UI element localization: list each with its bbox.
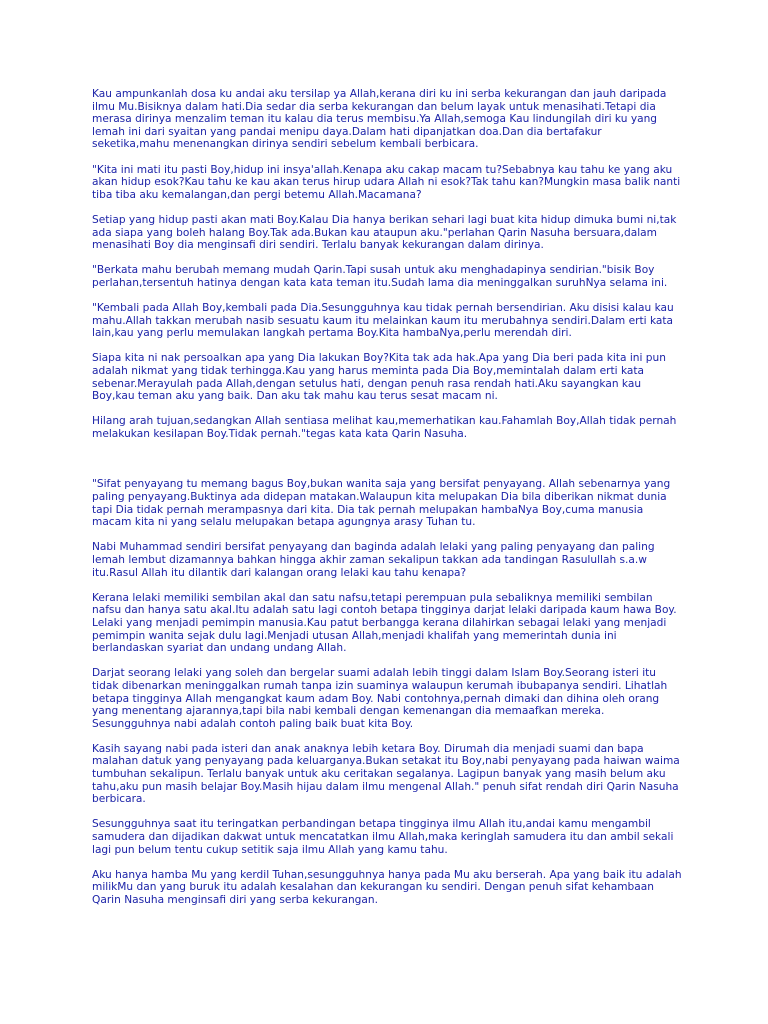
paragraph: "Kembali pada Allah Boy,kembali pada Dia.Sesungguhnya kau tidak pernah bersendirian. Aku disisi kalau kau mahu.Allah takkan merubah nasib sesuatu kaum itu melainkan kaum itu merubahnya sendiri.Dalam erti kata lain,kau yang perlu memulakan langkah pertama Boy.Kita hambaNya,perlu merendah diri.	[92, 302, 674, 340]
paragraph: "Sifat penyayang tu memang bagus Boy,bukan wanita saja yang bersifat penyayang. Allah sebenarnya yang paling penyayang.Buktinya ada didepan matakan.Walaupun kita melupakan Dia bila diberikan nikmat dunia tapi Dia tidak pernah merampasnya dari kita. Dia tak pernah melupakan hambaNya Boy,cuma manusia macam kita ni yang selalu melupakan betapa agungnya arasy Tuhan tu.	[92, 478, 671, 529]
section-gap	[92, 453, 682, 466]
paragraph: Kerana lelaki memiliki sembilan akal dan satu nafsu,tetapi perempuan pula sebaliknya memiliki sembilan nafsu dan hanya satu akal.Itu adalah satu lagi contoh betapa tingginya darjat lelaki daripada kaum hawa Boy. Lelaki yang menjadi pemimpin manusia.Kau patut berbangga kerana dilahirkan sebagai lelaki yang menjadi pemimpin wanita sejak dulu lagi.Menjadi utusan Allah,menjadi khalifah yang memerintah dunia ini berlandaskan syariat dan undang undang Allah.	[92, 591, 677, 655]
section-gap	[92, 466, 682, 479]
paragraph: "Kita ini mati itu pasti Boy,hidup ini insya'allah.Kenapa aku cakap macam tu?Sebabnya kau tahu ke yang aku akan hidup esok?Kau tahu ke kau akan terus hirup udara Allah ni esok?Tak tahu kan?Mungkin masa balik nanti tiba tiba aku kemalangan,dan pergi betemu Allah.Macamana?	[92, 163, 681, 201]
paragraph: Nabi Muhammad sendiri bersifat penyayang dan baginda adalah lelaki yang paling penyayang dan paling lemah lembut dizamannya bahkan hingga akhir zaman sekalipun takkan ada tandingan Rasulullah s.a.w itu.Rasul Allah itu dilantik dari kalangan orang lelaki kau tahu kenapa?	[92, 541, 655, 579]
paragraph: Setiap yang hidup pasti akan mati Boy.Kalau Dia hanya berikan sehari lagi buat kita hidup dimuka bumi ni,tak ada siapa yang boleh halang Boy.Tak ada.Bukan kau ataupun aku."perlahan Qarin Nasuha bersuara,dalam menasihati Boy dia menginsafi diri sendiri. Terlalu banyak kekurangan dalam dirinya.	[92, 213, 677, 252]
paragraph: Aku hanya hamba Mu yang kerdil Tuhan,sesungguhnya hanya pada Mu aku berserah. Apa yang baik itu adalah milikMu dan yang buruk itu adalah kesalahan dan kekurangan ku sendiri. Dengan penuh sifat kehambaan Qarin Nasuha menginsafi diri yang serba kekurangan.	[92, 868, 682, 906]
paragraph: Darjat seorang lelaki yang soleh dan bergelar suami adalah lebih tinggi dalam Islam Boy.Seorang isteri itu tidak dibenarkan meninggalkan rumah tanpa izin suaminya walaupun kerumah ibubapanya sendiri. Lihatlah betapa tingginya Allah mengangkat kaum adam Boy. Nabi contohnya,pernah dimaki dan dihina oleh orang yang menentang ajarannya,tapi bila nabi kembali dengan kemenangan dia memaafkan mereka. Sesungguhnya nabi adalah contoh paling baik buat kita Boy.	[92, 667, 668, 730]
paragraph: "Berkata mahu berubah memang mudah Qarin.Tapi susah untuk aku menghadapinya sendirian."bisik Boy perlahan,tersentuh hatinya dengan kata kata teman itu.Sudah lama dia meninggalkan suruhNya selama ini.	[92, 264, 668, 289]
paragraph: Kasih sayang nabi pada isteri dan anak anaknya lebih ketara Boy. Dirumah dia menjadi suami dan bapa malahan datuk yang penyayang pada keluarganya.Bukan setakat itu Boy,nabi penyayang pada haiwan waima tumbuhan sekalipun. Terlalu banyak untuk aku ceritakan segalanya. Lagipun banyak yang masih belum aku tahu,aku pun masih belajar Boy.Masih hijau dalam ilmu mengenal Allah." penuh sifat rendah diri Qarin Nasuha berbicara.	[92, 742, 680, 806]
paragraph: Sesungguhnya saat itu teringatkan perbandingan betapa tingginya ilmu Allah itu,andai kamu mengambil samudera dan dijadikan dakwat untuk mencatatkan ilmu Allah,maka keringlah samudera itu dan ambil sekali lagi pun belum tentu cukup setitik saja ilmu Allah yang kamu tahu.	[92, 818, 674, 856]
paragraph: Siapa kita ni nak persoalkan apa yang Dia lakukan Boy?Kita tak ada hak.Apa yang Dia beri pada kita ini pun adalah nikmat yang tidak terhingga.Kau yang harus meminta pada Dia Boy,memintalah dalam erti kata sebenar.Merayulah pada Allah,dengan setulus hati, dengan penuh rasa rendah hati.Aku sayangkan kau Boy,kau teman aku yang baik. Dan aku tak mahu kau terus sesat macam ni.	[92, 352, 666, 403]
document-page	[92, 88, 682, 919]
paragraph: Kau ampunkanlah dosa ku andai aku tersilap ya Allah,kerana diri ku ini serba kekurangan dan jauh daripada ilmu Mu.Bisiknya dalam hati.Dia sedar dia serba kekurangan dan belum layak untuk menasihati.Tetapi dia merasa dirinya menzalim teman itu kalau dia terus membisu.Ya Allah,semoga Kau lindungilah diri ku yang lemah ini dari syaitan yang pandai menipu daya.Dalam hati dipanjatkan doa.Dan dia bertafakur seketika,mahu menenangkan dirinya sendiri sebelum kembali berbicara.	[92, 88, 667, 151]
paragraph: Hilang arah tujuan,sedangkan Allah sentiasa melihat kau,memerhatikan kau.Fahamlah Boy,Allah tidak pernah melakukan kesilapan Boy.Tidak pernah."tegas kata kata Qarin Nasuha.	[92, 415, 677, 441]
